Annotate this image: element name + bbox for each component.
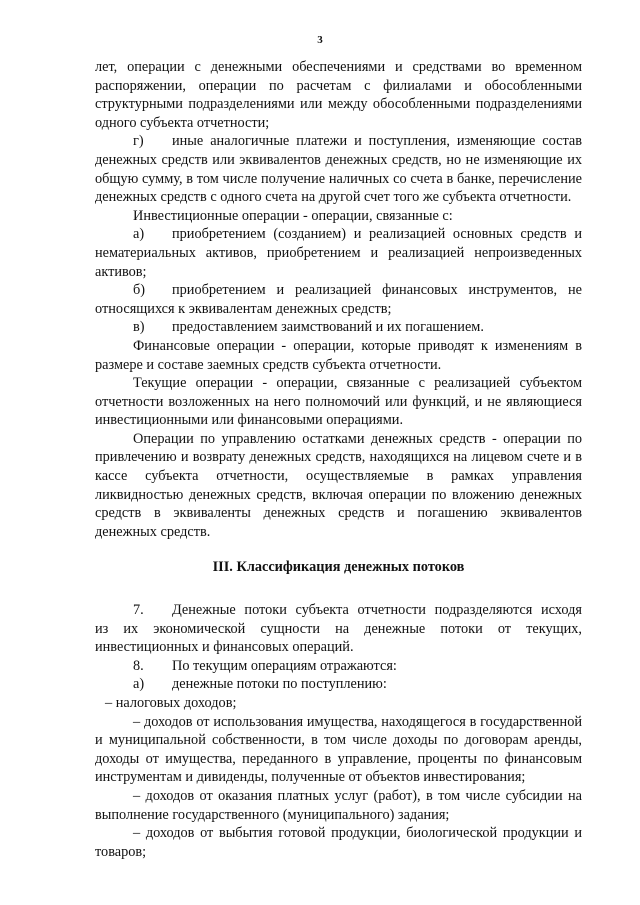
item-number: 7. xyxy=(133,602,144,619)
sub-item-label: а) xyxy=(133,676,145,693)
list-item-a xyxy=(95,225,582,244)
list-label: в) xyxy=(133,319,145,336)
list-item-b xyxy=(95,281,582,300)
sub-item-text: денежные потоки по поступлению: xyxy=(172,676,387,693)
list-item-g xyxy=(95,132,582,151)
paragraph-cash-management-ops: Операции по управлению остатками денежных средств - операции по привлечению и возврату денежных средств, находящихся на лицевом счете и в кассе субъекта отчетности, осуществляемые в рамках управления ликвидностью денежных средств, включая операции по вложению денежных средств в эквиваленты денежных средств и погашению эквивалентов денежных средств. xyxy=(95,430,582,540)
dash-item-services-income: – доходов от оказания платных услуг (работ), в том числе субсидии на выполнение государственного (муниципального) задания; xyxy=(95,787,582,823)
sub-item-a xyxy=(95,675,582,694)
item-first-line: Денежные потоки субъекта отчетности подразделяются исходя xyxy=(172,602,582,619)
numbered-item-7 xyxy=(95,601,582,620)
list-item-continuation: нематериальных активов, приобретением и реализацией непроизведенных активов; xyxy=(95,244,582,280)
numbered-item-8 xyxy=(95,657,582,676)
list-item-continuation: относящихся к эквивалентам денежных средств; xyxy=(95,300,392,317)
list-item-text: предоставлением заимствований и их погашением. xyxy=(172,319,484,336)
dash-item-disposal-income: – доходов от выбытия готовой продукции, биологической продукции и товаров; xyxy=(95,825,582,860)
list-label: б) xyxy=(133,282,146,299)
paragraph-investment-ops: Инвестиционные операции - операции, связанные с: xyxy=(133,207,453,224)
list-item-continuation: денежных средств или эквивалентов денежных средств, но не изменяющие их общую сумму, в том числе получение наличных со счета в банке, перечисление денежных средств с одного счета на другой счет того же субъекта отчетности. xyxy=(95,151,582,206)
list-item-v xyxy=(95,318,582,337)
paragraph-current-ops: Текущие операции - операции, связанные с реализацией субъектом отчетности возложенных на него полномочий или функций, и не являющиеся инвестиционными или финансовыми операциями. xyxy=(95,375,582,429)
page-number: 3 xyxy=(317,34,323,46)
paragraph-continuation: лет, операции с денежными обеспечениями и средствами во временном распоряжении, операции по расчетам с филиалами и обособленными структурными подразделениями или между обособленными подразделениями одного субъекта отчетности; xyxy=(95,59,582,131)
dash-item-property-income: – доходов от использования имущества, находящегося в государственной и муниципальной собственности, в том числе доходы по договорам аренды, доходы от имущества, переданного в управление, проценты по финансовым инструментам и дивиденды, полученные от объектов инвестирования; xyxy=(95,713,582,786)
paragraph-financial-ops: Финансовые операции - операции, которые приводят к изменениям в размере и составе заемных средств субъекта отчетности. xyxy=(95,337,582,373)
list-item-first-line: приобретением и реализацией финансовых инструментов, не xyxy=(172,282,582,299)
dash-item-tax-income: – налоговых доходов; xyxy=(105,695,237,711)
list-label: г) xyxy=(133,133,144,150)
list-item-first-line: иные аналогичные платежи и поступления, изменяющие состав xyxy=(172,133,582,150)
section-heading: III. Классификация денежных потоков xyxy=(212,559,465,576)
item-text: По текущим операциям отражаются: xyxy=(172,657,397,674)
document-body xyxy=(95,58,582,861)
item-continuation: из их экономической сущности на денежные потоки от текущих, инвестиционных и финансовых операций. xyxy=(95,620,582,656)
list-item-first-line: приобретением (созданием) и реализацией основных средств и xyxy=(172,226,582,243)
list-label: а) xyxy=(133,226,145,243)
item-number: 8. xyxy=(133,657,144,674)
